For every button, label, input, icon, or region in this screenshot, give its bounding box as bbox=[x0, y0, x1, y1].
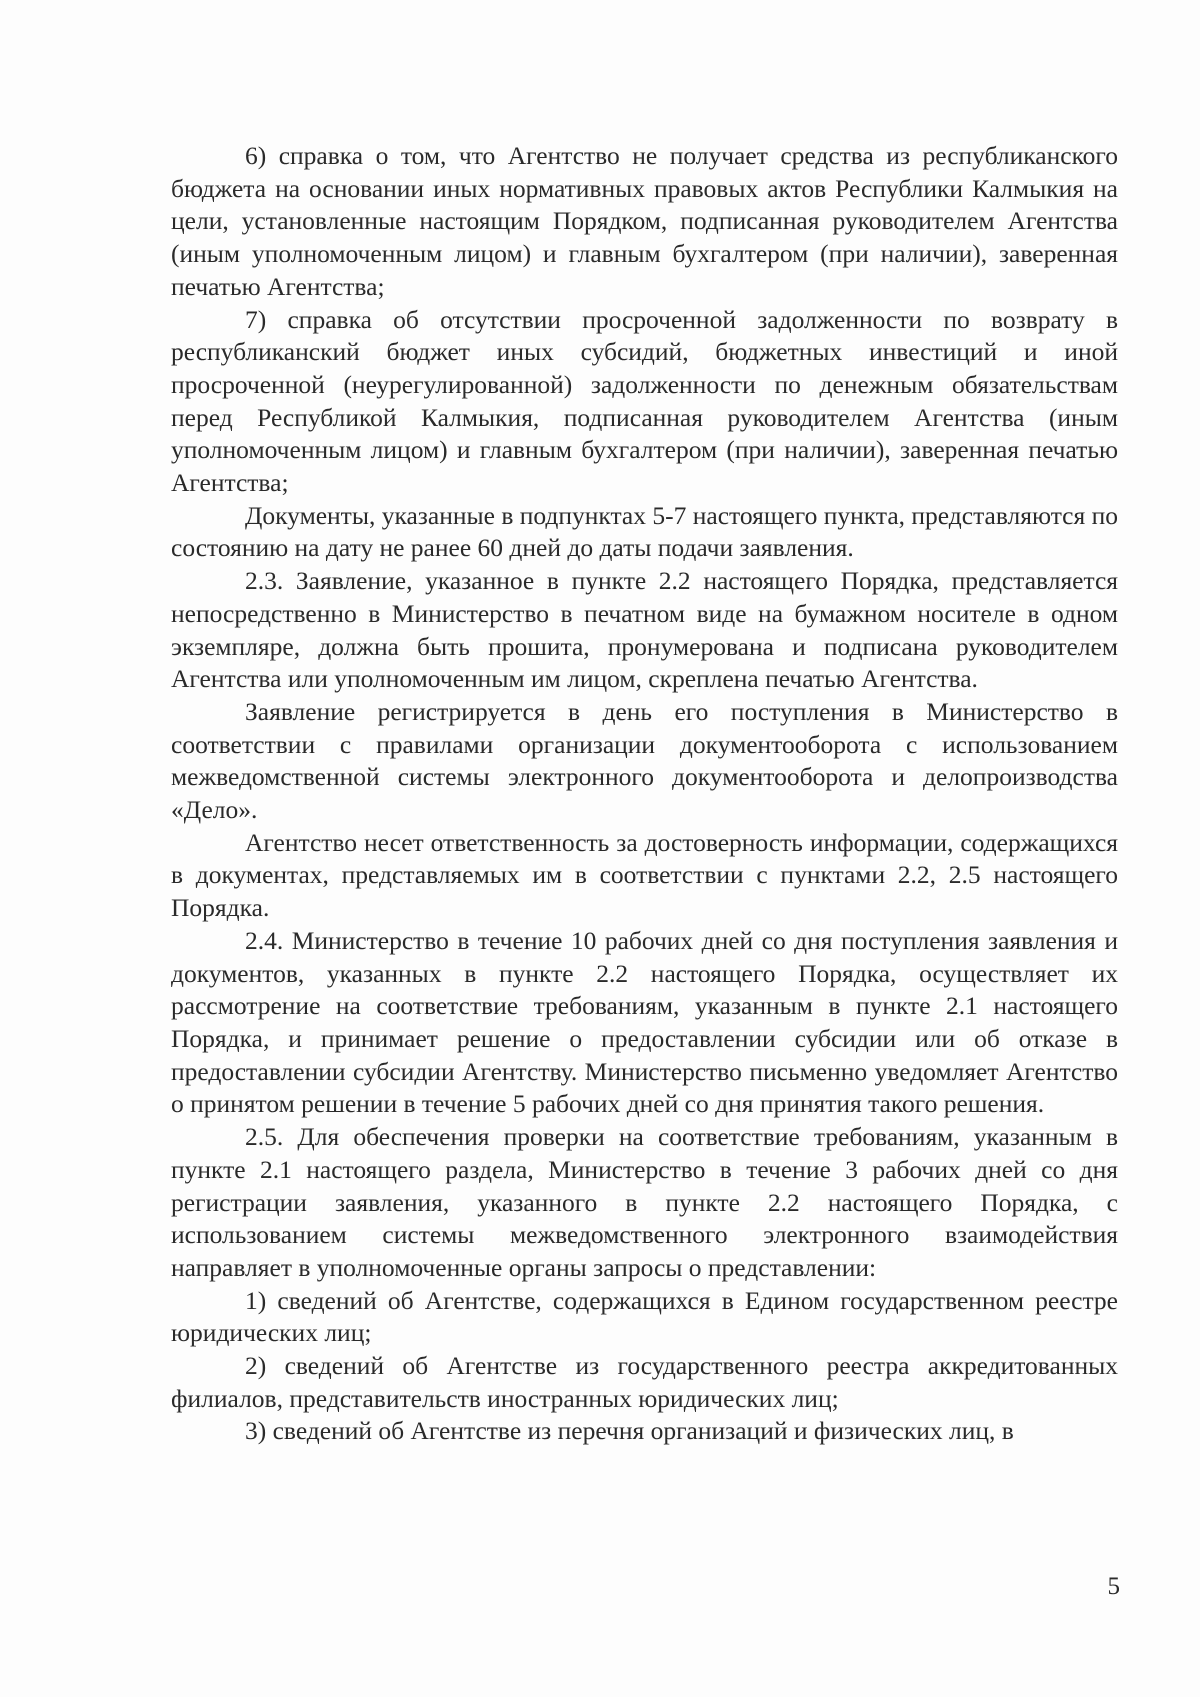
paragraph-2-4: 2.4. Министерство в течение 10 рабочих дней со дня поступления заявления и документов, указанных в пункте 2.2 настоящего Порядка, осуществляет их рассмотрение на соответствие требованиям, указанным в пункте 2.1 настоящего Порядка, и принимает решение о предоставлении субсидии или об отказе в предоставлении субсидии Агентству. Министерство письменно уведомляет Агентство о принятом решении в течение 5 рабочих дней со дня принятия такого решения. bbox=[171, 925, 1118, 1119]
page-number: 5 bbox=[1107, 1573, 1120, 1600]
paragraph-2-5: 2.5. Для обеспечения проверки на соответствие требованиям, указанным в пункте 2.1 настоящего раздела, Министерство в течение 3 рабочих дней со дня регистрации заявления, указанного в пункте 2.2 настоящего Порядка, с использованием системы межведомственного электронного взаимодействия направляет в уполномоченные органы запросы о представлении: bbox=[171, 1122, 1118, 1282]
paragraph-item-6-certificate: 6) справка о том, что Агентство не получает средства из республиканского бюджета на основании иных нормативных правовых актов Республики Калмыкия на цели, установленные настоящим Порядком, подписанная руководителем Агентства (иным уполномоченным лицом) и главным бухгалтером (при наличии), заверенная печатью Агентства; bbox=[171, 141, 1118, 301]
paragraph-responsibility: Агентство несет ответственность за достоверность информации, содержащихся в документах, представляемых им в соответствии с пунктами 2.2, 2.5 настоящего Порядка. bbox=[171, 827, 1118, 923]
paragraph-documents-validity: Документы, указанные в подпунктах 5-7 настоящего пункта, представляются по состоянию на дату не ранее 60 дней до даты подачи заявления. bbox=[171, 500, 1118, 563]
paragraph-request-item-2: 2) сведений об Агентстве из государственного реестра аккредитованных филиалов, представительств иностранных юридических лиц; bbox=[171, 1351, 1118, 1413]
document-body bbox=[171, 140, 1118, 1448]
paragraph-registration: Заявление регистрируется в день его поступления в Министерство в соответствии с правилами организации документооборота с использованием межведомственной системы электронного документооборота и делопроизводства «Дело». bbox=[171, 696, 1118, 825]
paragraph-request-item-3: 3) сведений об Агентстве из перечня организаций и физических лиц, в bbox=[245, 1416, 1014, 1446]
paragraph-request-item-1: 1) сведений об Агентстве, содержащихся в Едином государственном реестре юридических лиц; bbox=[171, 1285, 1118, 1348]
paragraph-item-7-certificate: 7) справка об отсутствии просроченной задолженности по возврату в республиканский бюджет иных субсидий, бюджетных инвестиций и иной просроченной (неурегулированной) задолженности по денежным обязательствам перед Республикой Калмыкия, подписанная руководителем Агентства (иным уполномоченным лицом) и главным бухгалтером (при наличии), заверенная печатью Агентства; bbox=[171, 304, 1118, 498]
paragraph-2-3: 2.3. Заявление, указанное в пункте 2.2 настоящего Порядка, представляется непосредственно в Министерство в печатном виде на бумажном носителе в одном экземпляре, должна быть прошита, пронумерована и подписана руководителем Агентства или уполномоченным им лицом, скреплена печатью Агентства. bbox=[171, 566, 1118, 694]
